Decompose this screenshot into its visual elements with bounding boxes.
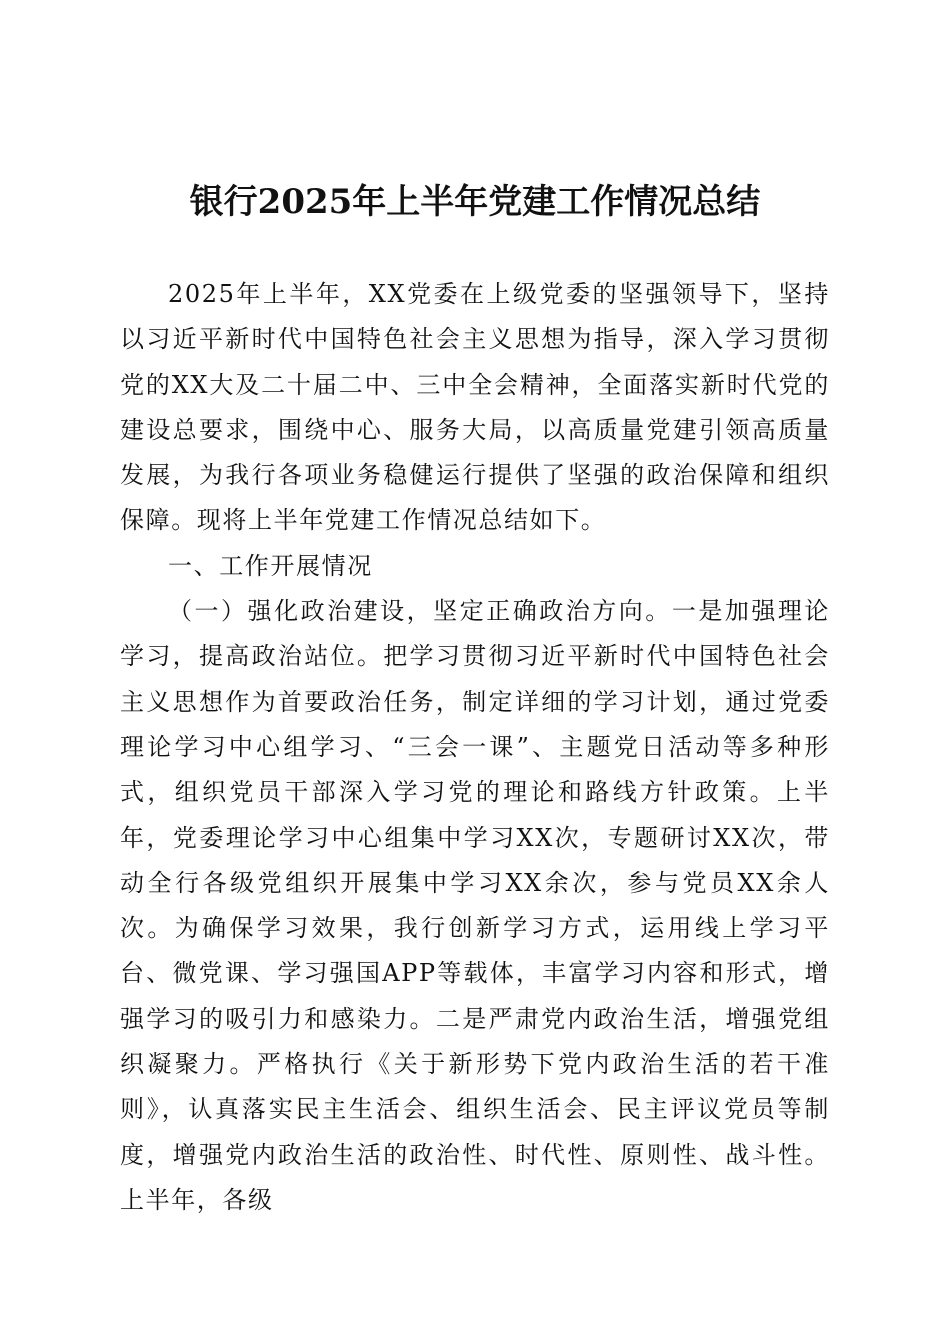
intro-paragraph: 2025年上半年，XX党委在上级党委的坚强领导下，坚持以习近平新时代中国特色社会主义思想为指导，深入学习贯彻党的XX大及二十届二中、三中全会精神，全面落实新时代党的建设总要求，围绕中心、服务大局，以高质量党建引领高质量发展，为我行各项业务稳健运行提供了坚强的政治保障和组织保障。现将上半年党建工作情况总结如下。 xyxy=(120,280,830,535)
section-paragraph: （一）强化政治建设，坚定正确政治方向。一是加强理论学习，提高政治站位。把学习贯彻习近平新时代中国特色社会主义思想作为首要政治任务，制定详细的学习计划，通过党委理论学习中心组学习、“三会一课”、主题党日活动等多种形式，组织党员干部深入学习党的理论和路线方针政策。上半年，党委理论学习中心组集中学习XX次，专题研讨XX次，带动全行各级党组织开展集中学习XX余次，参与党员XX余人次。为确保学习效果，我行创新学习方式，运用线上学习平台、微党课、学习强国APP等载体，丰富学习内容和形式，增强学习的吸引力和感染力。二是严肃党内政治生活，增强党组织凝聚力。严格执行《关于新形势下党内政治生活的若干准则》，认真落实民主生活会、组织生活会、民主评议党员等制度，增强党内政治生活的政治性、时代性、原则性、战斗性。上半年，各级 xyxy=(120,597,830,1214)
document-title: 银行2025年上半年党建工作情况总结 xyxy=(189,182,761,222)
section-heading: 一、工作开展情况 xyxy=(168,551,373,580)
document-body xyxy=(120,272,830,1223)
